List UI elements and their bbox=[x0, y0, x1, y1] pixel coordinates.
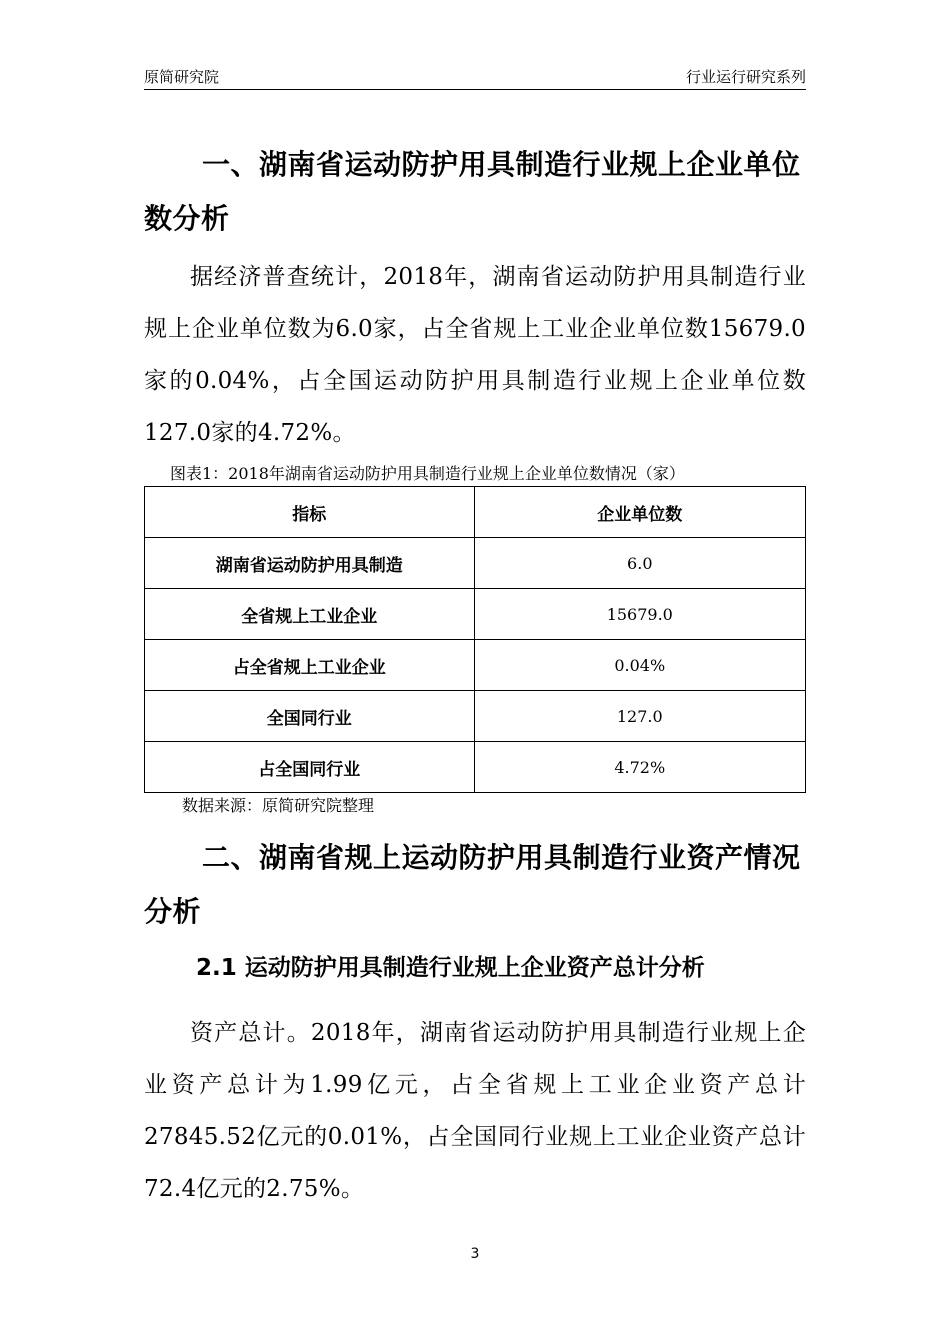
section2-subheading: 2.1 运动防护用具制造行业规上企业资产总计分析 bbox=[196, 955, 705, 981]
table-row-value: 6.0 bbox=[474, 538, 805, 589]
header-divider bbox=[144, 89, 806, 90]
table-header-row bbox=[145, 487, 806, 538]
table-header-count: 企业单位数 bbox=[474, 487, 805, 538]
table-row bbox=[145, 589, 806, 640]
table-row bbox=[145, 538, 806, 589]
table-header-indicator: 指标 bbox=[145, 487, 475, 538]
table-row-label: 湖南省运动防护用具制造 bbox=[145, 538, 475, 589]
table-row-label: 全省规上工业企业 bbox=[145, 589, 475, 640]
table-row-label: 全国同行业 bbox=[145, 691, 475, 742]
section1-paragraph: 据经济普查统计，2018年，湖南省运动防护用具制造行业规上企业单位数为6.0家，占全省规上工业企业单位数15679.0家的0.04%，占全国运动防护用具制造行业规上企业单位数127.0家的4.72%。 bbox=[144, 264, 806, 446]
enterprise-count-table bbox=[144, 486, 806, 793]
table-row bbox=[145, 691, 806, 742]
table-row bbox=[145, 640, 806, 691]
section2-heading: 二、湖南省规上运动防护用具制造行业资产情况分析 bbox=[144, 841, 801, 928]
header-org-name: 原简研究院 bbox=[144, 68, 220, 86]
table-row-label: 占全国同行业 bbox=[145, 742, 475, 793]
table1-source: 数据来源：原简研究院整理 bbox=[182, 796, 375, 815]
table-row-value: 127.0 bbox=[474, 691, 805, 742]
table-row-label: 占全省规上工业企业 bbox=[145, 640, 475, 691]
page-number: 3 bbox=[470, 1246, 480, 1262]
table-row-value: 4.72% bbox=[474, 742, 805, 793]
table-row bbox=[145, 742, 806, 793]
table-row-value: 15679.0 bbox=[474, 589, 805, 640]
section1-heading: 一、湖南省运动防护用具制造行业规上企业单位数分析 bbox=[144, 148, 801, 235]
section2-paragraph: 资产总计。2018年，湖南省运动防护用具制造行业规上企业资产总计为1.99亿元，占全省规上工业企业资产总计27845.52亿元的0.01%，占全国同行业规上工业企业资产总计72.4亿元的2.75%。 bbox=[144, 1020, 806, 1202]
table-row-value: 0.04% bbox=[474, 640, 805, 691]
table1-caption: 图表1：2018年湖南省运动防护用具制造行业规上企业单位数情况（家） bbox=[170, 464, 685, 483]
header-series-name: 行业运行研究系列 bbox=[685, 68, 806, 86]
